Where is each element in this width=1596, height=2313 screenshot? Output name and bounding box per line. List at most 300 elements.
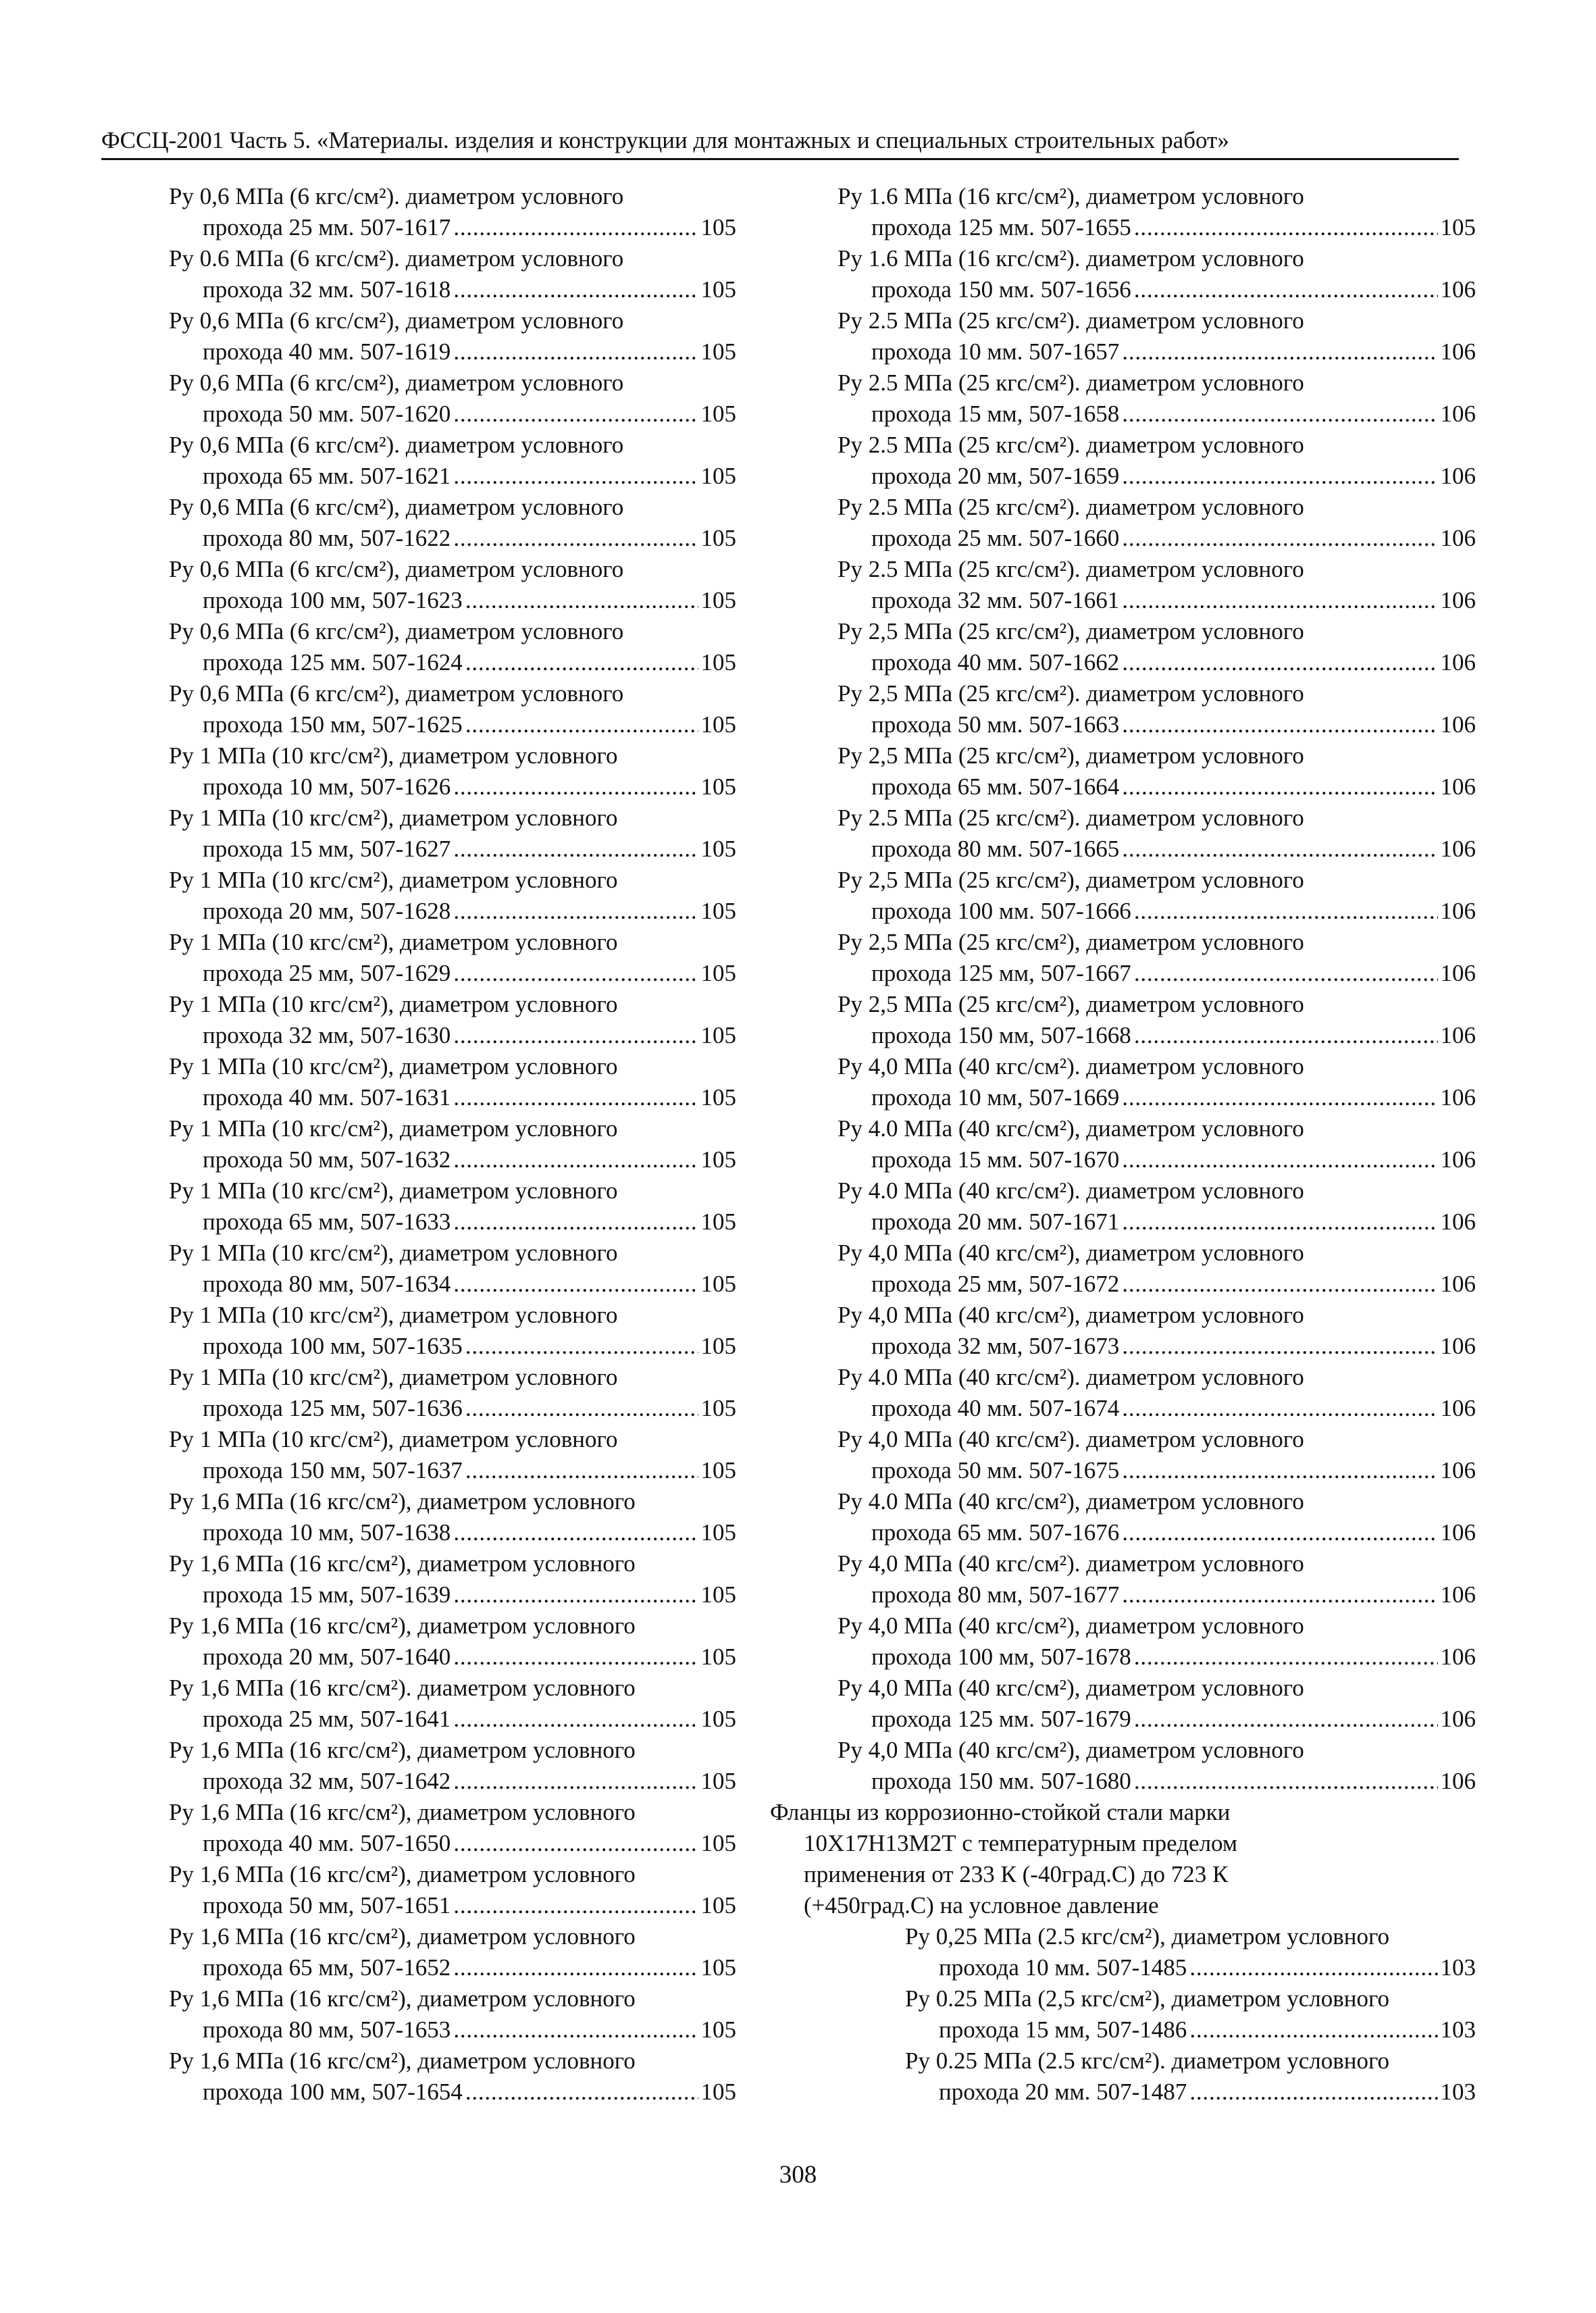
entry-page: 106	[1440, 1706, 1476, 1732]
dot-leader	[1122, 1144, 1437, 1175]
dot-leader	[1134, 1642, 1438, 1673]
entry-continuation	[838, 1766, 1476, 1797]
dot-leader	[1122, 1331, 1437, 1362]
index-entry	[169, 1548, 736, 1610]
dot-leader	[453, 1269, 698, 1300]
entry-continuation	[838, 1455, 1476, 1486]
entry-page: 106	[1440, 649, 1476, 676]
entry-description: Ру 1,6 МПа (16 кгс/см²), диаметром условного	[169, 1737, 636, 1763]
entry-page: 105	[700, 898, 736, 924]
header-rule	[101, 158, 1459, 160]
entry-code: прохода 50 мм, 507-1632	[203, 1146, 451, 1173]
index-entry	[169, 740, 736, 803]
entry-continuation	[838, 212, 1476, 243]
dot-leader	[1134, 1020, 1438, 1051]
dot-leader	[1134, 1704, 1438, 1735]
entry-continuation	[838, 1517, 1476, 1548]
entry-description: Ру 1,6 МПа (16 кгс/см²), диаметром условного	[169, 1923, 636, 1950]
entry-continuation	[838, 1269, 1476, 1300]
section-heading-line: Фланцы из коррозионно-стойкой стали марки	[770, 1799, 1231, 1825]
dot-leader	[453, 212, 698, 243]
entry-continuation	[169, 461, 736, 492]
entry-continuation	[169, 896, 736, 927]
entry-code: прохода 125 мм, 507-1636	[203, 1395, 463, 1421]
dot-leader	[1122, 1455, 1437, 1486]
index-entry	[169, 927, 736, 989]
entry-continuation	[169, 1952, 736, 1983]
entry-code: прохода 150 мм, 507-1668	[871, 1022, 1131, 1048]
entry-continuation	[169, 274, 736, 305]
entry-continuation	[169, 523, 736, 554]
entry-page: 106	[1440, 1084, 1476, 1111]
index-entry	[838, 1113, 1476, 1175]
dot-leader	[453, 771, 698, 803]
index-entry	[169, 1175, 736, 1238]
entry-description: Ру 1 МПа (10 кгс/см²), диаметром условного	[169, 991, 618, 1017]
entry-page: 105	[700, 960, 736, 986]
entry-page: 106	[1440, 1644, 1476, 1670]
entry-page: 105	[700, 1084, 736, 1111]
entry-code: прохода 32 мм. 507-1618	[203, 276, 451, 303]
entry-code: прохода 80 мм, 507-1677	[871, 1581, 1120, 1608]
index-entry	[169, 1921, 736, 1983]
entry-page: 106	[1440, 898, 1476, 924]
page-number: 308	[779, 2161, 817, 2189]
entry-description: Ру 2,5 МПа (25 кгс/см²), диаметром условного	[838, 618, 1304, 644]
dot-leader	[1122, 585, 1437, 616]
entry-description: Ру 2,5 МПа (25 кгс/см²), диаметром условного	[838, 867, 1304, 893]
index-entry	[838, 430, 1476, 492]
entry-page: 106	[1440, 1146, 1476, 1173]
entry-description: Ру 2.5 МПа (25 кгс/см²). диаметром условного	[838, 307, 1304, 334]
dot-leader	[1189, 1952, 1437, 1983]
entry-description: Ру 1.6 МПа (16 кгс/см²), диаметром условного	[838, 183, 1304, 209]
entry-continuation	[169, 1455, 736, 1486]
entry-continuation	[838, 1144, 1476, 1175]
entry-description: Ру 2,5 МПа (25 кгс/см²), диаметром условного	[838, 742, 1304, 769]
entry-continuation	[838, 523, 1476, 554]
entry-description: Ру 1 МПа (10 кгс/см²), диаметром условного	[169, 1240, 618, 1266]
entry-page: 105	[700, 1892, 736, 1918]
entry-code: прохода 150 мм. 507-1656	[871, 276, 1131, 303]
entry-page: 106	[1440, 276, 1476, 303]
index-entry	[905, 2045, 1476, 2108]
entry-description: Ру 1 МПа (10 кгс/см²), диаметром условного	[169, 1364, 618, 1390]
entry-code: прохода 80 мм, 507-1653	[203, 2016, 451, 2043]
entry-code: прохода 20 мм. 507-1671	[871, 1209, 1120, 1235]
entry-continuation	[838, 1393, 1476, 1424]
index-entry	[169, 181, 736, 243]
entry-page: 105	[700, 1457, 736, 1483]
section-heading-line: применения от 233 К (-40град.С) до 723 К	[804, 1861, 1229, 1887]
entry-description: Ру 4.0 МПа (40 кгс/см²). диаметром условного	[838, 1364, 1304, 1390]
entry-page: 105	[700, 2016, 736, 2043]
entry-code: прохода 10 мм. 507-1485	[939, 1954, 1187, 1981]
dot-leader	[465, 585, 698, 616]
dot-leader	[1122, 523, 1437, 554]
index-entry	[838, 1362, 1476, 1424]
dot-leader	[453, 274, 698, 305]
index-entry	[838, 1238, 1476, 1300]
entry-continuation	[838, 709, 1476, 740]
entry-code: прохода 50 мм. 507-1675	[871, 1457, 1120, 1483]
entry-description: Ру 4,0 МПа (40 кгс/см²), диаметром условного	[838, 1737, 1304, 1763]
index-entry	[838, 678, 1476, 740]
index-entry	[838, 865, 1476, 927]
dot-leader	[453, 1144, 698, 1175]
entry-description: Ру 2,5 МПа (25 кгс/см²), диаметром условного	[838, 929, 1304, 955]
index-entry	[169, 305, 736, 367]
entry-page: 105	[700, 1644, 736, 1670]
dot-leader	[453, 1890, 698, 1921]
dot-leader	[1122, 1579, 1437, 1610]
dot-leader	[1122, 399, 1437, 430]
index-entry	[905, 1983, 1476, 2045]
index-entry	[169, 1610, 736, 1673]
entry-page: 105	[700, 1954, 736, 1981]
entry-page: 105	[700, 1519, 736, 1546]
entry-page: 106	[1440, 338, 1476, 365]
entry-code: прохода 25 мм. 507-1660	[871, 525, 1120, 551]
entry-page: 105	[700, 836, 736, 862]
entry-code: прохода 15 мм, 507-1639	[203, 1581, 451, 1608]
entry-continuation	[838, 461, 1476, 492]
entry-description: Ру 0,6 МПа (6 кгс/см²), диаметром условного	[169, 307, 624, 334]
entry-description: Ру 1,6 МПа (16 кгс/см²), диаметром условного	[169, 1550, 636, 1577]
entry-continuation	[169, 958, 736, 989]
entry-description: Ру 4,0 МПа (40 кгс/см²). диаметром условного	[838, 1426, 1304, 1452]
entry-code: прохода 40 мм. 507-1662	[871, 649, 1120, 676]
entry-continuation	[169, 1766, 736, 1797]
entry-continuation	[838, 585, 1476, 616]
entry-code: прохода 80 мм. 507-1665	[871, 836, 1120, 862]
entry-continuation	[169, 1828, 736, 1859]
dot-leader	[1122, 1082, 1437, 1113]
dot-leader	[1134, 212, 1438, 243]
entry-code: прохода 32 мм, 507-1673	[871, 1333, 1120, 1359]
entry-continuation	[838, 896, 1476, 927]
entry-code: прохода 40 мм. 507-1631	[203, 1084, 451, 1111]
dot-leader	[453, 2014, 698, 2045]
dot-leader	[453, 461, 698, 492]
entry-description: Ру 1,6 МПа (16 кгс/см²), диаметром условного	[169, 2048, 636, 2074]
entry-page: 105	[700, 1146, 736, 1173]
entry-code: прохода 15 мм. 507-1670	[871, 1146, 1120, 1173]
entry-description: Ру 2.5 МПа (25 кгс/см²). диаметром условного	[838, 494, 1304, 520]
entry-continuation	[169, 1020, 736, 1051]
entry-code: прохода 125 мм, 507-1667	[871, 960, 1131, 986]
entry-code: прохода 100 мм, 507-1635	[203, 1333, 463, 1359]
dot-leader	[1122, 1206, 1437, 1238]
entry-page: 105	[700, 1830, 736, 1856]
entry-page: 106	[1440, 1271, 1476, 1297]
entry-description: Ру 1,6 МПа (16 кгс/см²), диаметром условного	[169, 1799, 636, 1825]
entry-page: 105	[700, 1581, 736, 1608]
index-entry	[169, 367, 736, 430]
entry-description: Ру 0,6 МПа (6 кгс/см²), диаметром условного	[169, 680, 624, 707]
entry-description: Ру 1 МПа (10 кгс/см²), диаметром условного	[169, 742, 618, 769]
entry-continuation	[169, 1642, 736, 1673]
index-entry	[838, 243, 1476, 305]
entry-page: 103	[1440, 2016, 1476, 2043]
entry-page: 105	[700, 214, 736, 240]
entry-continuation	[838, 1331, 1476, 1362]
dot-leader	[1122, 1393, 1437, 1424]
dot-leader	[453, 896, 698, 927]
dot-leader	[1122, 336, 1437, 367]
entry-description: Ру 1 МПа (10 кгс/см²), диаметром условного	[169, 1053, 618, 1079]
entry-description: Ру 1 МПа (10 кгс/см²), диаметром условного	[169, 867, 618, 893]
entry-code: прохода 20 мм, 507-1628	[203, 898, 451, 924]
index-entry	[838, 305, 1476, 367]
entry-page: 103	[1440, 2079, 1476, 2105]
entry-code: прохода 150 мм. 507-1680	[871, 1768, 1131, 1794]
entry-code: прохода 50 мм. 507-1620	[203, 401, 451, 427]
dot-leader	[453, 336, 698, 367]
entry-description: Ру 0.6 МПа (6 кгс/см²). диаметром условного	[169, 245, 624, 272]
entry-code: прохода 65 мм, 507-1633	[203, 1209, 451, 1235]
index-entry	[838, 1300, 1476, 1362]
index-entry	[169, 989, 736, 1051]
dot-leader	[453, 834, 698, 865]
dot-leader	[453, 1579, 698, 1610]
entry-description: Ру 4.0 МПа (40 кгс/см²), диаметром условного	[838, 1488, 1304, 1515]
index-entry	[169, 1983, 736, 2045]
entry-page: 106	[1440, 587, 1476, 613]
entry-code: прохода 10 мм, 507-1669	[871, 1084, 1120, 1111]
entry-description: Ру 4,0 МПа (40 кгс/см²), диаметром условного	[838, 1675, 1304, 1701]
entry-continuation	[169, 1704, 736, 1735]
index-entry	[838, 1548, 1476, 1610]
entry-description: Ру 1,6 МПа (16 кгс/см²), диаметром условного	[169, 1612, 636, 1639]
entry-description: Ру 2.5 МПа (25 кгс/см²). диаметром условного	[838, 805, 1304, 831]
index-entry	[169, 1362, 736, 1424]
entry-continuation	[169, 2077, 736, 2108]
entry-code: прохода 125 мм. 507-1679	[871, 1706, 1131, 1732]
dot-leader	[465, 647, 698, 678]
entry-continuation	[905, 1952, 1476, 1983]
entry-continuation	[169, 1269, 736, 1300]
entry-page: 105	[700, 1271, 736, 1297]
dot-leader	[1189, 2014, 1437, 2045]
dot-leader	[465, 2077, 698, 2108]
entry-continuation	[838, 399, 1476, 430]
entry-page: 106	[1440, 711, 1476, 738]
entry-page: 105	[700, 338, 736, 365]
entry-page: 105	[700, 1706, 736, 1732]
dot-leader	[453, 523, 698, 554]
entry-page: 106	[1440, 1022, 1476, 1048]
entry-code: прохода 100 мм. 507-1666	[871, 898, 1131, 924]
entry-code: прохода 32 мм, 507-1642	[203, 1768, 451, 1794]
index-entry	[169, 1424, 736, 1486]
dot-leader	[1134, 1766, 1438, 1797]
entry-continuation	[169, 1517, 736, 1548]
index-entry	[169, 1797, 736, 1859]
dot-leader	[1134, 958, 1438, 989]
entry-description: Ру 1 МПа (10 кгс/см²), диаметром условного	[169, 1302, 618, 1328]
index-entry	[169, 554, 736, 616]
entry-code: прохода 65 мм. 507-1664	[871, 773, 1120, 800]
entry-continuation	[169, 1331, 736, 1362]
entry-description: Ру 0,25 МПа (2.5 кгс/см²), диаметром условного	[905, 1923, 1389, 1950]
index-entry	[838, 1051, 1476, 1113]
entry-code: прохода 65 мм. 507-1676	[871, 1519, 1120, 1546]
entry-page: 106	[1440, 1209, 1476, 1235]
entry-description: Ру 0,6 МПа (6 кгс/см²), диаметром условного	[169, 618, 624, 644]
entry-description: Ру 4,0 МПа (40 кгс/см²), диаметром условного	[838, 1612, 1304, 1639]
entry-continuation	[169, 1579, 736, 1610]
entry-page: 105	[1440, 214, 1476, 240]
entry-page: 106	[1440, 960, 1476, 986]
entry-code: прохода 25 мм, 507-1672	[871, 1271, 1120, 1297]
entry-page: 105	[700, 1209, 736, 1235]
entry-continuation	[169, 647, 736, 678]
dot-leader	[453, 1082, 698, 1113]
entry-description: Ру 0,6 МПа (6 кгс/см²). диаметром условного	[169, 183, 624, 209]
entry-page: 105	[700, 773, 736, 800]
entry-page: 106	[1440, 1457, 1476, 1483]
entry-page: 105	[700, 649, 736, 676]
entry-page: 106	[1440, 773, 1476, 800]
entry-code: прохода 40 мм. 507-1674	[871, 1395, 1120, 1421]
index-entry	[169, 2045, 736, 2108]
entry-code: прохода 25 мм. 507-1617	[203, 214, 451, 240]
entry-code: прохода 10 мм. 507-1657	[871, 338, 1120, 365]
entry-page: 103	[1440, 1954, 1476, 1981]
entry-description: Ру 2.5 МПа (25 кгс/см²). диаметром условного	[838, 556, 1304, 582]
entry-description: Ру 0,6 МПа (6 кгс/см²), диаметром условного	[169, 370, 624, 396]
entry-code: прохода 20 мм. 507-1487	[939, 2079, 1187, 2105]
entry-page: 105	[700, 463, 736, 489]
entry-page: 105	[700, 1333, 736, 1359]
entry-description: Ру 1 МПа (10 кгс/см²), диаметром условного	[169, 1115, 618, 1142]
index-entry	[169, 616, 736, 678]
entry-description: Ру 1,6 МПа (16 кгс/см²), диаметром условного	[169, 1861, 636, 1887]
dot-leader	[453, 1828, 698, 1859]
entry-continuation	[169, 771, 736, 803]
entry-continuation	[169, 2014, 736, 2045]
entry-description: Ру 1.6 МПа (16 кгс/см²). диаметром условного	[838, 245, 1304, 272]
entry-page: 105	[700, 587, 736, 613]
entry-continuation	[169, 709, 736, 740]
entry-code: прохода 25 мм, 507-1629	[203, 960, 451, 986]
index-entry	[169, 430, 736, 492]
dot-leader	[453, 1766, 698, 1797]
entry-page: 105	[700, 1768, 736, 1794]
entry-code: прохода 10 мм, 507-1638	[203, 1519, 451, 1546]
entry-page: 106	[1440, 1333, 1476, 1359]
entry-continuation	[169, 212, 736, 243]
entry-continuation	[169, 1206, 736, 1238]
entry-continuation	[838, 1082, 1476, 1113]
right-column-entries	[838, 181, 1476, 1797]
entry-continuation	[838, 336, 1476, 367]
dot-leader	[453, 399, 698, 430]
entry-code: прохода 25 мм, 507-1641	[203, 1706, 451, 1732]
entry-description: Ру 4,0 МПа (40 кгс/см²), диаметром условного	[838, 1302, 1304, 1328]
entry-continuation	[169, 1393, 736, 1424]
entry-page: 106	[1440, 1768, 1476, 1794]
entry-page: 105	[700, 711, 736, 738]
section-heading-line: (+450град.С) на условное давление	[804, 1892, 1159, 1918]
index-entry	[838, 927, 1476, 989]
entry-code: прохода 20 мм, 507-1640	[203, 1644, 451, 1670]
entry-description: Ру 0.25 МПа (2.5 кгс/см²). диаметром условного	[905, 2048, 1389, 2074]
entry-page: 105	[700, 525, 736, 551]
entry-code: прохода 15 мм, 507-1627	[203, 836, 451, 862]
entry-continuation	[838, 1020, 1476, 1051]
section-heading	[770, 1797, 1476, 1921]
entry-code: прохода 80 мм, 507-1622	[203, 525, 451, 551]
index-entry	[838, 616, 1476, 678]
entry-description: Ру 1,6 МПа (16 кгс/см²), диаметром условного	[169, 1488, 636, 1515]
entry-continuation	[169, 399, 736, 430]
dot-leader	[1122, 1269, 1437, 1300]
running-header: ФССЦ-2001 Часть 5. «Материалы. изделия и конструкции для монтажных и специальных строительных работ»	[101, 127, 1229, 153]
entry-page: 106	[1440, 401, 1476, 427]
entry-code: прохода 10 мм, 507-1626	[203, 773, 451, 800]
index-entry	[838, 1175, 1476, 1238]
entry-continuation	[838, 1642, 1476, 1673]
entry-description: Ру 0,6 МПа (6 кгс/см²). диаметром условного	[169, 432, 624, 458]
entry-continuation	[838, 834, 1476, 865]
dot-leader	[453, 1020, 698, 1051]
entry-description: Ру 1 МПа (10 кгс/см²), диаметром условного	[169, 1426, 618, 1452]
index-entry	[169, 1673, 736, 1735]
entry-continuation	[838, 1206, 1476, 1238]
entry-description: Ру 2,5 МПа (25 кгс/см²). диаметром условного	[838, 680, 1304, 707]
entry-code: прохода 15 мм, 507-1658	[871, 401, 1120, 427]
dot-leader	[1134, 274, 1438, 305]
entry-description: Ру 4.0 МПа (40 кгс/см²), диаметром условного	[838, 1115, 1304, 1142]
dot-leader	[453, 1704, 698, 1735]
entry-continuation	[169, 1890, 736, 1921]
entry-continuation	[838, 274, 1476, 305]
section-entries	[838, 1921, 1476, 2108]
dot-leader	[1122, 461, 1437, 492]
entry-continuation	[905, 2014, 1476, 2045]
index-entry	[169, 1859, 736, 1921]
entry-continuation	[838, 1579, 1476, 1610]
index-entry	[838, 1424, 1476, 1486]
dot-leader	[453, 1206, 698, 1238]
dot-leader	[1122, 709, 1437, 740]
entry-code: прохода 32 мм, 507-1630	[203, 1022, 451, 1048]
entry-description: Ру 1 МПа (10 кгс/см²), диаметром условного	[169, 929, 618, 955]
entry-continuation	[169, 1082, 736, 1113]
entry-code: прохода 65 мм, 507-1652	[203, 1954, 451, 1981]
index-entry	[838, 740, 1476, 803]
index-entry	[838, 492, 1476, 554]
entry-page: 106	[1440, 1519, 1476, 1546]
index-entry	[838, 367, 1476, 430]
entry-continuation	[838, 1704, 1476, 1735]
entry-code: прохода 65 мм. 507-1621	[203, 463, 451, 489]
entry-description: Ру 4,0 МПа (40 кгс/см²). диаметром условного	[838, 1550, 1304, 1577]
entry-description: Ру 4,0 МПа (40 кгс/см²), диаметром условного	[838, 1240, 1304, 1266]
entry-description: Ру 1 МПа (10 кгс/см²), диаметром условного	[169, 805, 618, 831]
index-entry	[838, 1673, 1476, 1735]
dot-leader	[1122, 771, 1437, 803]
index-entry	[838, 554, 1476, 616]
entry-continuation	[169, 834, 736, 865]
entry-page: 106	[1440, 525, 1476, 551]
entry-code: прохода 125 мм. 507-1655	[871, 214, 1131, 240]
index-entry	[838, 1610, 1476, 1673]
entry-continuation	[905, 2077, 1476, 2108]
entry-page: 106	[1440, 1395, 1476, 1421]
